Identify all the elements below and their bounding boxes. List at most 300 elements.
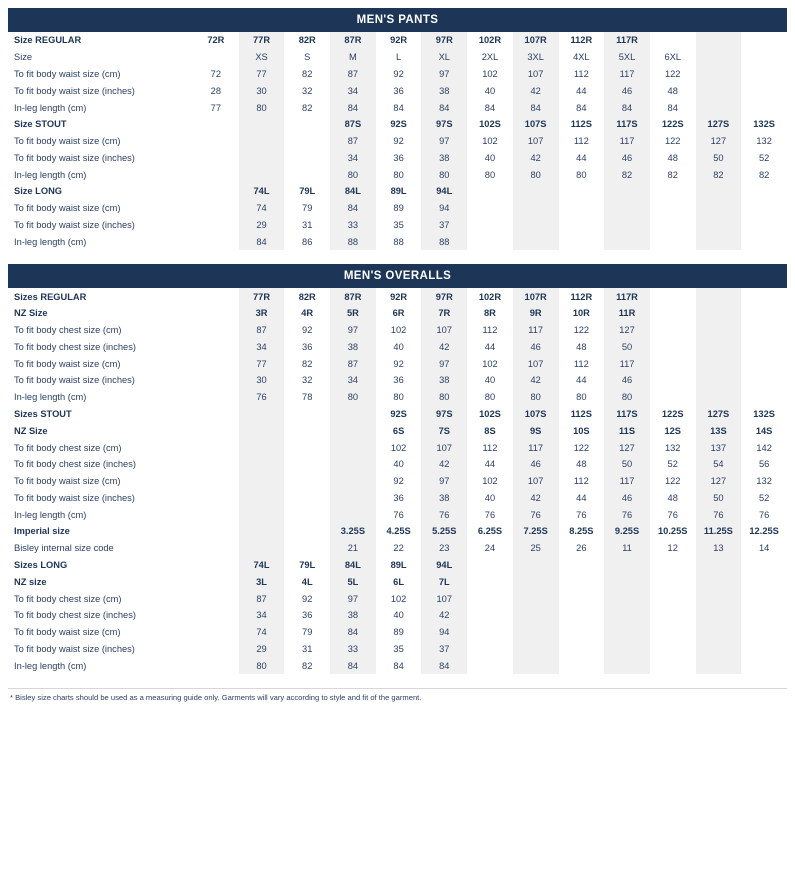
table-cell: 42 bbox=[421, 607, 467, 624]
table-cell: 26 bbox=[576, 543, 587, 554]
table-cell bbox=[193, 149, 239, 166]
table-cell bbox=[741, 624, 787, 641]
row-label: To fit body waist size (inches) bbox=[14, 219, 135, 230]
table-cell bbox=[284, 523, 330, 540]
row-label: To fit body chest size (cm) bbox=[14, 442, 122, 453]
table-cell: 87 bbox=[330, 355, 376, 372]
table-cell bbox=[696, 573, 742, 590]
table-cell: 40 bbox=[393, 459, 404, 470]
table-cell: 82 bbox=[667, 169, 678, 180]
table-cell: 84 bbox=[393, 102, 404, 113]
table-cell bbox=[559, 624, 605, 641]
row-label: To fit body waist size (cm) bbox=[14, 627, 121, 638]
table-row bbox=[8, 456, 787, 473]
table-cell: 132 bbox=[756, 476, 772, 487]
table-cell: 34 bbox=[239, 607, 285, 624]
table-cell bbox=[741, 183, 787, 200]
table-cell: 8R bbox=[484, 308, 496, 319]
table-cell: 21 bbox=[330, 540, 376, 557]
table-cell: 112 bbox=[573, 476, 589, 487]
table-cell: 74L bbox=[239, 557, 285, 574]
table-cell bbox=[193, 557, 239, 574]
row-label: To fit body waist size (inches) bbox=[14, 643, 135, 654]
table-cell: 50 bbox=[696, 149, 742, 166]
table-cell: 77 bbox=[210, 102, 222, 113]
table-cell: 94L bbox=[421, 557, 467, 574]
table-cell: 40 bbox=[393, 341, 404, 352]
table-cell bbox=[239, 473, 285, 490]
table-cell: 80 bbox=[330, 389, 376, 406]
row-label: Sizes REGULAR bbox=[14, 291, 87, 302]
table-cell: 80 bbox=[513, 389, 559, 406]
table-cell bbox=[559, 557, 605, 574]
table-cell: 132S bbox=[753, 119, 775, 130]
table-cell: 14 bbox=[758, 543, 770, 554]
table-cell bbox=[239, 439, 285, 456]
table-cell: 107 bbox=[513, 355, 559, 372]
table-cell bbox=[330, 456, 376, 473]
table-cell: 89L bbox=[390, 186, 407, 197]
table-row bbox=[8, 557, 787, 574]
table-cell bbox=[330, 490, 376, 507]
table-cell: 82R bbox=[298, 291, 316, 302]
row-label: To fit body chest size (cm) bbox=[14, 325, 122, 336]
table-cell: 80 bbox=[393, 392, 404, 403]
table-cell: 76 bbox=[576, 509, 587, 520]
mens-pants-table bbox=[8, 32, 787, 250]
table-cell bbox=[604, 590, 650, 607]
table-cell bbox=[193, 490, 239, 507]
table-cell: 80 bbox=[239, 99, 285, 116]
table-cell bbox=[650, 372, 696, 389]
table-cell bbox=[239, 523, 285, 540]
table-cell bbox=[193, 573, 239, 590]
table-cell bbox=[696, 624, 742, 641]
row-label: NZ size bbox=[14, 576, 47, 587]
table-row bbox=[8, 288, 787, 305]
table-cell bbox=[284, 116, 330, 133]
table-cell bbox=[696, 305, 742, 322]
table-row bbox=[8, 624, 787, 641]
table-cell: 87 bbox=[239, 590, 285, 607]
table-cell bbox=[741, 200, 787, 217]
table-cell bbox=[696, 322, 742, 339]
table-row bbox=[8, 116, 787, 133]
table-cell: 8.25S bbox=[569, 526, 594, 537]
row-label: In-leg length (cm) bbox=[14, 236, 87, 247]
table-cell: 84 bbox=[330, 99, 376, 116]
table-cell bbox=[193, 456, 239, 473]
table-cell: 79L bbox=[299, 186, 316, 197]
row-label: To fit body chest size (inches) bbox=[14, 610, 136, 621]
table-row bbox=[8, 233, 787, 250]
table-cell bbox=[193, 233, 239, 250]
table-cell bbox=[696, 32, 742, 49]
table-cell: 80 bbox=[393, 169, 404, 180]
table-cell bbox=[604, 624, 650, 641]
table-cell bbox=[604, 573, 650, 590]
mens-overalls-table bbox=[8, 288, 787, 674]
table-cell: 87 bbox=[330, 66, 376, 83]
table-row bbox=[8, 339, 787, 356]
table-cell: 89 bbox=[393, 203, 404, 214]
table-cell bbox=[559, 590, 605, 607]
table-cell bbox=[741, 607, 787, 624]
table-cell: 12S bbox=[664, 425, 681, 436]
table-row bbox=[8, 322, 787, 339]
table-cell: 44 bbox=[576, 152, 587, 163]
table-cell bbox=[193, 422, 239, 439]
table-cell: 82 bbox=[696, 166, 742, 183]
table-cell bbox=[741, 590, 787, 607]
table-row bbox=[8, 372, 787, 389]
table-cell: 107 bbox=[421, 322, 467, 339]
table-cell: 5R bbox=[330, 305, 376, 322]
table-cell: 107S bbox=[513, 116, 559, 133]
table-cell bbox=[330, 422, 376, 439]
table-cell: 4XL bbox=[573, 52, 590, 63]
table-cell: 132 bbox=[756, 136, 772, 147]
table-cell: 36 bbox=[393, 85, 404, 96]
table-cell: 44 bbox=[576, 85, 587, 96]
table-cell: 48 bbox=[667, 85, 678, 96]
table-cell bbox=[741, 389, 787, 406]
table-cell: 40 bbox=[484, 85, 496, 96]
table-cell: 117R bbox=[604, 32, 650, 49]
table-cell: 84 bbox=[330, 624, 376, 641]
table-cell: 92 bbox=[302, 593, 313, 604]
table-cell: 38 bbox=[421, 149, 467, 166]
table-cell: 76 bbox=[239, 389, 285, 406]
table-cell bbox=[284, 473, 330, 490]
table-cell: 8S bbox=[484, 425, 496, 436]
table-cell: 88 bbox=[330, 233, 376, 250]
mens-overalls-table-block bbox=[8, 264, 787, 674]
table-cell bbox=[741, 355, 787, 372]
table-cell bbox=[239, 149, 285, 166]
table-cell bbox=[650, 389, 696, 406]
table-cell bbox=[650, 233, 696, 250]
table-cell: 89 bbox=[393, 627, 404, 638]
table-cell: 38 bbox=[330, 607, 376, 624]
table-cell: 37 bbox=[421, 217, 467, 234]
table-cell bbox=[193, 133, 239, 150]
row-label: To fit body chest size (cm) bbox=[14, 593, 122, 604]
table-cell: 76 bbox=[696, 506, 742, 523]
table-cell bbox=[696, 233, 742, 250]
table-cell: 77 bbox=[239, 66, 285, 83]
table-cell: 76 bbox=[513, 506, 559, 523]
table-cell bbox=[193, 590, 239, 607]
table-row bbox=[8, 66, 787, 83]
table-cell: 97 bbox=[421, 355, 467, 372]
table-cell bbox=[559, 641, 605, 658]
table-cell: 97 bbox=[330, 590, 376, 607]
table-cell: 40 bbox=[484, 375, 496, 386]
table-cell bbox=[513, 233, 559, 250]
table-cell: 6.25S bbox=[477, 526, 503, 537]
table-cell bbox=[650, 32, 696, 49]
table-cell bbox=[513, 217, 559, 234]
table-cell: 42 bbox=[513, 149, 559, 166]
table-cell: 84 bbox=[604, 99, 650, 116]
table-cell bbox=[239, 422, 285, 439]
table-cell: 132S bbox=[753, 409, 775, 420]
table-cell bbox=[604, 217, 650, 234]
table-row bbox=[8, 422, 787, 439]
table-cell bbox=[193, 540, 239, 557]
table-cell: 102S bbox=[479, 409, 501, 420]
table-cell: 87 bbox=[330, 133, 376, 150]
table-cell: 3R bbox=[239, 305, 285, 322]
table-cell bbox=[193, 200, 239, 217]
table-cell: 77R bbox=[239, 288, 285, 305]
table-row bbox=[8, 490, 787, 507]
table-cell: 122 bbox=[664, 476, 681, 487]
table-cell bbox=[513, 557, 559, 574]
table-cell: 31 bbox=[302, 643, 313, 654]
table-cell: 11.25S bbox=[696, 523, 742, 540]
table-cell bbox=[650, 657, 696, 674]
row-label: To fit body waist size (inches) bbox=[14, 152, 135, 163]
table-cell bbox=[330, 473, 376, 490]
table-cell: 42 bbox=[513, 82, 559, 99]
table-cell: 84 bbox=[513, 99, 559, 116]
table-cell bbox=[467, 183, 513, 200]
table-cell: 32 bbox=[302, 375, 313, 386]
table-cell bbox=[696, 557, 742, 574]
table-cell: 34 bbox=[330, 372, 376, 389]
table-cell bbox=[741, 217, 787, 234]
table-cell: 87 bbox=[239, 322, 285, 339]
table-cell: 76 bbox=[484, 509, 496, 520]
table-cell: 107R bbox=[513, 32, 559, 49]
table-cell bbox=[467, 607, 513, 624]
table-cell: 4L bbox=[301, 576, 313, 587]
table-cell: 78 bbox=[302, 392, 313, 403]
table-cell: 117 bbox=[604, 66, 650, 83]
table-cell bbox=[559, 183, 605, 200]
table-cell bbox=[193, 624, 239, 641]
table-cell: 84 bbox=[421, 657, 467, 674]
table-cell: 6XL bbox=[664, 52, 681, 63]
table-cell: 30 bbox=[239, 372, 285, 389]
table-cell bbox=[650, 288, 696, 305]
table-cell: 80 bbox=[239, 657, 285, 674]
table-cell bbox=[559, 217, 605, 234]
table-cell: 79 bbox=[302, 203, 313, 214]
row-label: In-leg length (cm) bbox=[14, 392, 87, 403]
table-cell: 13S bbox=[696, 422, 742, 439]
table-cell: 89L bbox=[390, 560, 407, 571]
table-cell bbox=[696, 372, 742, 389]
table-cell bbox=[696, 389, 742, 406]
table-cell bbox=[650, 624, 696, 641]
table-cell bbox=[741, 641, 787, 658]
table-cell bbox=[284, 149, 330, 166]
table-cell: 56 bbox=[758, 459, 770, 470]
table-cell: 117 bbox=[513, 439, 559, 456]
row-label: To fit body waist size (inches) bbox=[14, 375, 135, 386]
table-cell: 79L bbox=[299, 560, 316, 571]
table-cell: 76 bbox=[604, 506, 650, 523]
table-cell: 80 bbox=[421, 166, 467, 183]
table-row bbox=[8, 657, 787, 674]
table-row bbox=[8, 406, 787, 423]
table-cell: 82 bbox=[758, 169, 770, 180]
table-cell: 80 bbox=[484, 392, 496, 403]
table-cell: 84L bbox=[330, 183, 376, 200]
table-cell: 50 bbox=[604, 339, 650, 356]
table-cell: 46 bbox=[604, 490, 650, 507]
table-cell: 13 bbox=[696, 540, 742, 557]
row-label: Size REGULAR bbox=[14, 35, 82, 46]
table-cell bbox=[741, 339, 787, 356]
row-label: Size STOUT bbox=[14, 119, 67, 130]
table-cell: 14S bbox=[755, 425, 773, 436]
table-cell bbox=[513, 641, 559, 658]
table-cell: 10.25S bbox=[657, 526, 688, 537]
table-cell: 80 bbox=[576, 392, 587, 403]
table-cell bbox=[604, 657, 650, 674]
table-cell: 9R bbox=[513, 305, 559, 322]
row-label: Size LONG bbox=[14, 186, 63, 197]
table-cell: 102 bbox=[390, 325, 407, 336]
table-cell: 87R bbox=[330, 32, 376, 49]
row-label: To fit body waist size (cm) bbox=[14, 476, 121, 487]
table-cell: 92 bbox=[393, 476, 404, 487]
table-cell: 80 bbox=[513, 166, 559, 183]
table-cell: 80 bbox=[421, 389, 467, 406]
table-cell bbox=[741, 322, 787, 339]
table-cell bbox=[193, 406, 239, 423]
table-cell bbox=[467, 641, 513, 658]
table-cell: 44 bbox=[484, 341, 496, 352]
table-cell: 7S bbox=[421, 422, 467, 439]
table-cell: 82 bbox=[302, 358, 313, 369]
table-cell bbox=[284, 439, 330, 456]
table-cell bbox=[330, 439, 376, 456]
table-cell bbox=[696, 82, 742, 99]
row-label: NZ Size bbox=[14, 308, 48, 319]
row-label: In-leg length (cm) bbox=[14, 102, 87, 113]
mens-pants-title: MEN'S PANTS bbox=[8, 8, 787, 32]
table-cell bbox=[239, 490, 285, 507]
table-row bbox=[8, 166, 787, 183]
table-cell bbox=[696, 641, 742, 658]
table-row bbox=[8, 49, 787, 66]
table-cell: 97 bbox=[421, 473, 467, 490]
table-cell: XS bbox=[239, 49, 285, 66]
table-cell bbox=[284, 540, 330, 557]
table-cell: 5L bbox=[330, 573, 376, 590]
table-cell: 77R bbox=[239, 32, 285, 49]
table-cell: 112R bbox=[570, 291, 593, 302]
table-row bbox=[8, 82, 787, 99]
table-cell: 29 bbox=[239, 641, 285, 658]
table-cell: M bbox=[330, 49, 376, 66]
table-cell: 40 bbox=[484, 152, 496, 163]
row-label: To fit body waist size (inches) bbox=[14, 492, 135, 503]
table-row bbox=[8, 389, 787, 406]
table-cell: 10R bbox=[572, 308, 590, 319]
table-cell: 33 bbox=[330, 217, 376, 234]
table-cell: 112 bbox=[482, 442, 498, 453]
table-cell bbox=[559, 573, 605, 590]
table-cell: 102 bbox=[482, 136, 498, 147]
table-cell: 102S bbox=[479, 119, 501, 130]
table-cell bbox=[284, 406, 330, 423]
table-cell bbox=[559, 657, 605, 674]
table-cell bbox=[559, 607, 605, 624]
table-cell: 3XL bbox=[513, 49, 559, 66]
table-row bbox=[8, 183, 787, 200]
table-cell: 107S bbox=[513, 406, 559, 423]
table-cell: 84 bbox=[239, 233, 285, 250]
table-cell: 34 bbox=[330, 149, 376, 166]
table-cell: 122S bbox=[661, 409, 684, 420]
table-row bbox=[8, 200, 787, 217]
table-cell: 97 bbox=[421, 133, 467, 150]
table-cell: 84L bbox=[330, 557, 376, 574]
table-cell: 7.25S bbox=[513, 523, 559, 540]
table-cell: 92S bbox=[390, 119, 407, 130]
row-label: To fit body chest size (inches) bbox=[14, 459, 136, 470]
table-cell bbox=[193, 166, 239, 183]
table-cell: 117 bbox=[604, 355, 650, 372]
table-cell: 107 bbox=[513, 473, 559, 490]
table-cell: 112R bbox=[570, 35, 593, 46]
table-cell bbox=[513, 183, 559, 200]
table-cell: 46 bbox=[604, 372, 650, 389]
table-cell: 5XL bbox=[604, 49, 650, 66]
table-cell: 11S bbox=[604, 422, 650, 439]
table-cell bbox=[467, 657, 513, 674]
table-cell bbox=[284, 166, 330, 183]
table-row bbox=[8, 523, 787, 540]
table-cell: 46 bbox=[513, 339, 559, 356]
table-cell bbox=[193, 217, 239, 234]
table-cell: 9.25S bbox=[604, 523, 650, 540]
row-label: Bisley internal size code bbox=[14, 543, 114, 554]
table-cell bbox=[696, 657, 742, 674]
table-cell: 6S bbox=[392, 425, 405, 436]
table-cell: 36 bbox=[393, 152, 404, 163]
table-cell: 52 bbox=[667, 459, 678, 470]
table-cell: 52 bbox=[758, 152, 770, 163]
table-cell: 36 bbox=[393, 375, 404, 386]
table-cell: 132 bbox=[664, 442, 681, 453]
row-label: To fit body waist size (cm) bbox=[14, 68, 121, 79]
table-cell: 94L bbox=[421, 183, 467, 200]
table-cell bbox=[650, 641, 696, 658]
table-cell: 24 bbox=[484, 543, 496, 554]
table-cell bbox=[604, 641, 650, 658]
table-cell: 10S bbox=[573, 425, 590, 436]
table-cell: 48 bbox=[667, 492, 678, 503]
table-cell: 48 bbox=[576, 341, 587, 352]
table-row bbox=[8, 573, 787, 590]
table-row bbox=[8, 590, 787, 607]
table-cell: 97R bbox=[421, 32, 467, 49]
table-cell: 127 bbox=[696, 473, 742, 490]
table-cell: 84 bbox=[421, 99, 467, 116]
table-cell bbox=[193, 372, 239, 389]
table-row bbox=[8, 506, 787, 523]
table-cell bbox=[650, 573, 696, 590]
table-cell: 28 bbox=[210, 85, 222, 96]
table-cell bbox=[467, 624, 513, 641]
